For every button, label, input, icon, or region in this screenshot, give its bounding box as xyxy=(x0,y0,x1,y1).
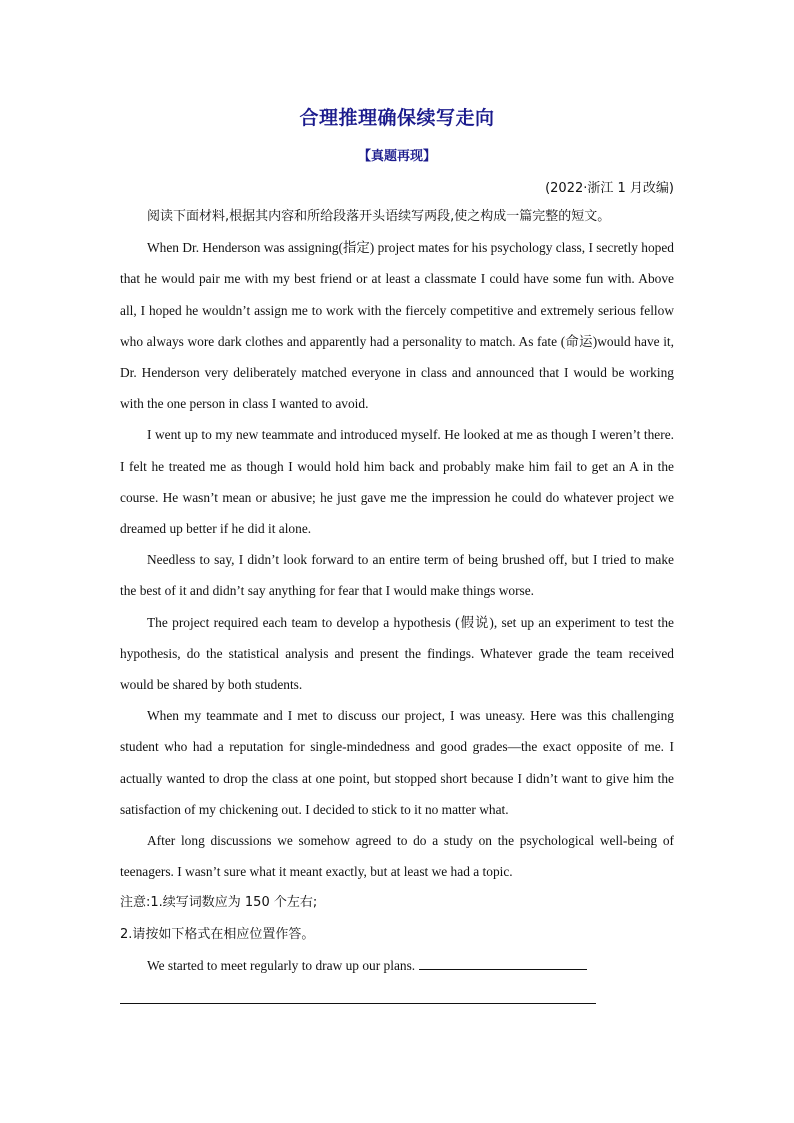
note-line-1: 注意:1.续写词数应为 150 个左右; xyxy=(120,895,318,911)
note-line-2: 2.请按如下格式在相应位置作答。 xyxy=(120,926,315,942)
start-sentence: We started to meet regularly to draw up our plans. xyxy=(147,957,416,973)
paragraph-4: The project required each team to develop a hypothesis (假说), set up an experiment to test the hypothesis, do the statistical analysis and present the findings. Whatever grade the team received would be shared by both students. xyxy=(120,614,674,693)
page-title: 合理推理确保续写走向 xyxy=(299,107,495,129)
paragraph-6: After long discussions we somehow agreed to do a study on the psychological well-being of teenagers. I wasn’t sure what it meant exactly, but at least we had a topic. xyxy=(120,833,674,880)
section-heading: 【真题再现】 xyxy=(357,149,436,164)
source-citation: (2022·浙江 1 月改编) xyxy=(545,181,674,196)
answer-blank[interactable] xyxy=(419,955,587,970)
paragraph-2: I went up to my new teammate and introduced myself. He looked at me as though I weren’t there. I felt he treated me as though I would hold him back and probably make him fail to get an A in the course. He wasn’t mean or abusive; he just gave me the impression he could do whatever project we dreamed up better if he did it alone. xyxy=(120,427,674,537)
paragraph-1: When Dr. Henderson was assigning(指定) project mates for his psychology class, I secretly hoped that he would pair me with my best friend or at least a classmate I could have some fun with. Above all, I hoped he wouldn’t assign me to work with the fiercely competitive and extremely serious fellow who always wore dark clothes and apparently had a personality to match. As fate (命运)would have it, Dr. Henderson very deliberately matched everyone in class and announced that I would be working with the one person in class I wanted to avoid. xyxy=(120,240,674,412)
passage-body xyxy=(120,201,674,981)
answer-line[interactable] xyxy=(120,1003,596,1004)
continuation-start xyxy=(120,950,674,981)
paragraph-3: Needless to say, I didn’t look forward to an entire term of being brushed off, but I tried to make the best of it and didn’t say anything for fear that I would make things worse. xyxy=(120,552,674,599)
instruction-text: 阅读下面材料,根据其内容和所给段落开头语续写两段,使之构成一篇完整的短文。 xyxy=(147,209,611,224)
paragraph-5: When my teammate and I met to discuss our project, I was uneasy. Here was this challenging student who had a reputation for single-mindedness and good grades—the exact opposite of me. I actually wanted to drop the class at one point, but stopped short because I didn’t want to give him the satisfaction of my chickening out. I decided to stick to it no matter what. xyxy=(120,708,674,817)
